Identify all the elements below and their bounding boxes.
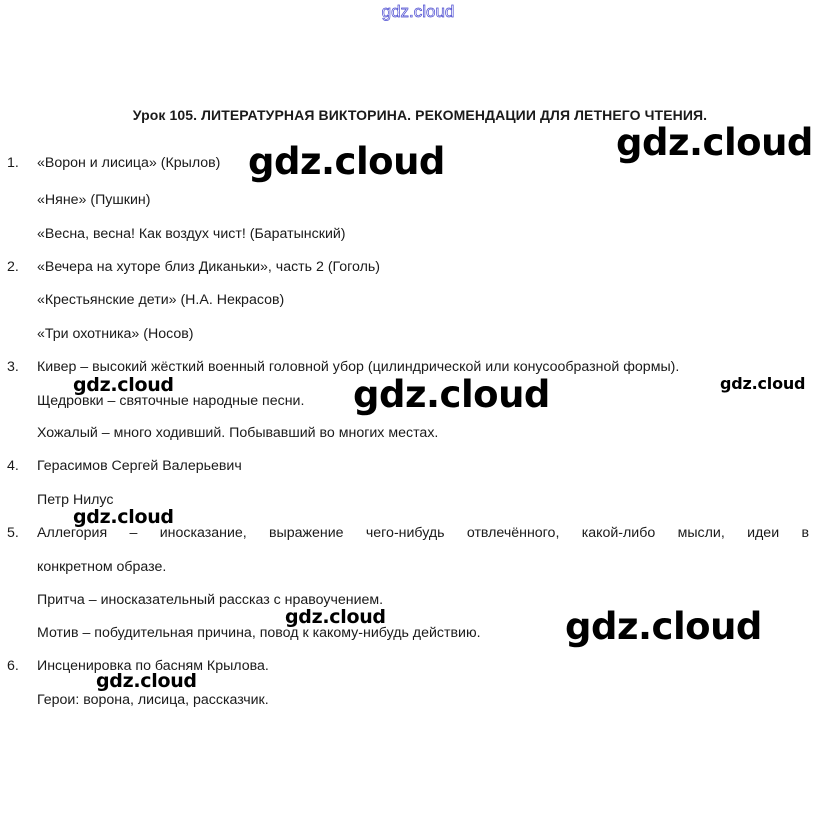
answer-4-number: 4.	[7, 458, 19, 474]
answer-1-line-3: «Весна, весна! Как воздух чист! (Баратынский)	[37, 226, 346, 242]
answer-4-line-2: Петр Нилус	[37, 492, 114, 508]
watermark: gdz.cloud	[616, 121, 813, 164]
answer-5-line-3: Притча – иносказательный рассказ с нравоучением.	[37, 592, 384, 608]
answer-6-number: 6.	[7, 658, 19, 674]
watermark: gdz.cloud	[353, 373, 550, 416]
answer-3-number: 3.	[7, 359, 19, 375]
lesson-title: Урок 105. ЛИТЕРАТУРНАЯ ВИКТОРИНА. РЕКОМЕНДАЦИИ ДЛЯ ЛЕТНЕГО ЧТЕНИЯ.	[132, 107, 708, 123]
watermark: gdz.cloud	[720, 374, 806, 393]
answer-2-line-3: «Три охотника» (Носов)	[37, 326, 194, 342]
answer-4-line-1: Герасимов Сергей Валерьевич	[37, 458, 242, 474]
watermark: gdz.cloud	[73, 506, 174, 528]
answer-5-line-1: Аллегория – иносказание, выражение чего-нибудь отвлечённого, какой-либо мысли, идеи в	[37, 525, 809, 541]
watermark: gdz.cloud	[248, 140, 445, 183]
answer-5-line-2: конкретном образе.	[37, 559, 167, 575]
watermark: gdz.cloud	[565, 605, 762, 648]
answer-2-line-2: «Крестьянские дети» (Н.А. Некрасов)	[37, 292, 285, 308]
answer-2-number: 2.	[7, 259, 19, 275]
answer-3-line-3: Хожалый – много ходивший. Побывавший во многих местах.	[37, 425, 439, 441]
answer-2-line-1: «Вечера на хуторе близ Диканьки», часть 2 (Гоголь)	[37, 259, 381, 275]
answer-1-line-1: «Ворон и лисица» (Крылов)	[37, 155, 221, 171]
answer-1-line-2: «Няне» (Пушкин)	[37, 192, 151, 208]
watermark: gdz.cloud	[96, 670, 197, 692]
site-logo-header[interactable]: gdz.cloud	[381, 2, 455, 21]
answer-5-number: 5.	[7, 525, 19, 541]
answer-6-line-1: Инсценировка по басням Крылова.	[37, 658, 269, 674]
answer-1-number: 1.	[7, 155, 19, 171]
answer-3-line-2: Щедровки – святочные народные песни.	[37, 393, 305, 409]
answer-5-line-4: Мотив – побудительная причина, повод к какому-нибудь действию.	[37, 625, 481, 641]
watermark: gdz.cloud	[73, 374, 174, 396]
answer-6-line-2: Герои: ворона, лисица, рассказчик.	[37, 692, 269, 708]
answer-3-line-1: Кивер – высокий жёсткий военный головной убор (цилиндрической или конусообразной формы).	[37, 359, 680, 375]
watermark: gdz.cloud	[285, 606, 386, 628]
